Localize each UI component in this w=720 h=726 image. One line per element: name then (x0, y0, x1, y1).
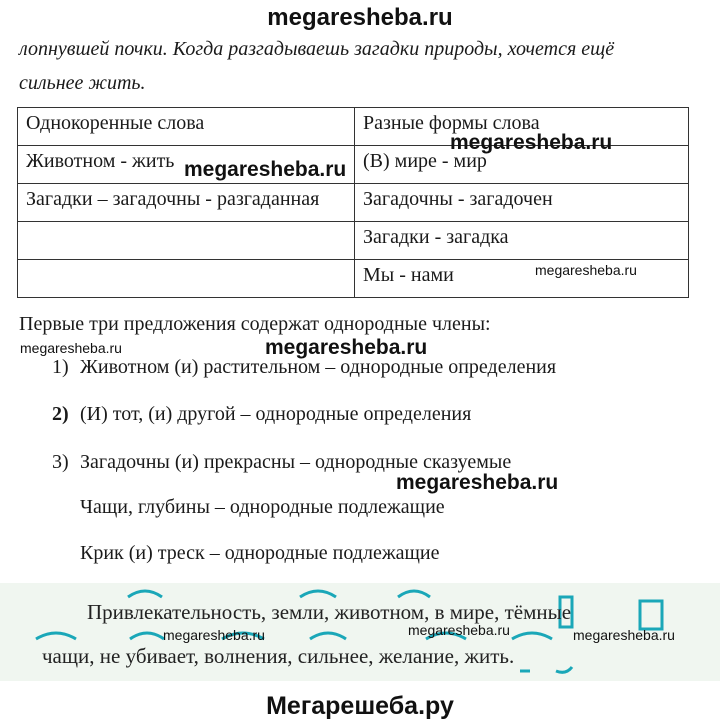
section-title: Первые три предложения содержат однородные члены: (19, 313, 491, 335)
ending-arc-mark (310, 633, 346, 639)
inline-watermark: megaresheba.ru (396, 471, 559, 494)
table-cell: Загадочны - загадочен (355, 184, 689, 222)
item-text: Загадочны (и) прекрасны – однородные сказуемые (80, 451, 512, 473)
ending-box-mark (640, 601, 662, 629)
header-watermark: megaresheba.ru (267, 4, 453, 31)
table-watermark: megaresheba.ru (450, 131, 613, 154)
item-text: Животном (и) растительном – однородные определения (80, 356, 557, 378)
table-watermark-small: megaresheba.ru (535, 262, 637, 278)
ending-arc-mark (300, 591, 336, 597)
ending-arc-mark (128, 591, 162, 597)
table-cell (18, 260, 355, 298)
analysis-line-1: Привлекательность, земли, животном, в мире, тёмные (87, 600, 572, 624)
table-cell: Загадки – загадочны - разгаданная (18, 184, 355, 222)
footer-watermark: Мегарешеба.ру (266, 692, 454, 720)
table-cell: Животном - жить (18, 146, 355, 184)
item-number: 2) (52, 403, 69, 425)
band-watermark-small: megaresheba.ru (163, 627, 265, 643)
analysis-line-2: чащи, не убивает, волнения, сильнее, желание, жить. (42, 644, 515, 668)
band-watermark-small: megaresheba.ru (408, 622, 510, 638)
item-number: 1) (52, 356, 69, 378)
ending-arc-mark (398, 591, 430, 597)
table-cell: Загадки - загадка (355, 222, 689, 260)
table-header-cell: Однокоренные слова (18, 108, 355, 146)
ending-arc-mark (130, 633, 164, 639)
table-cell: (В) мире - мир (355, 146, 689, 184)
item-text: (И) тот, (и) другой – однородные определения (80, 403, 472, 425)
ending-arc-mark (512, 633, 552, 639)
ending-arc-mark (556, 667, 572, 672)
table-watermark: megaresheba.ru (184, 158, 347, 181)
band-watermark-small: megaresheba.ru (573, 627, 675, 643)
table-row (18, 222, 689, 260)
table-header-cell: Разные формы слова (355, 108, 689, 146)
ending-arc-mark (36, 633, 76, 639)
intro-line-1: лопнувшей почки. Когда разгадываешь загадки природы, хочется ещё (19, 38, 615, 60)
intro-line-2: сильнее жить. (19, 72, 146, 94)
sub-item-text: Чащи, глубины – однородные подлежащие (80, 496, 445, 518)
item-number: 3) (52, 451, 69, 473)
inline-watermark: megaresheba.ru (265, 336, 428, 359)
table-cell (18, 222, 355, 260)
table-row (18, 184, 689, 222)
sub-item-text: Крик (и) треск – однородные подлежащие (80, 542, 440, 564)
table-cell: Мы - нами (355, 260, 689, 298)
inline-watermark-small: megaresheba.ru (20, 340, 122, 356)
